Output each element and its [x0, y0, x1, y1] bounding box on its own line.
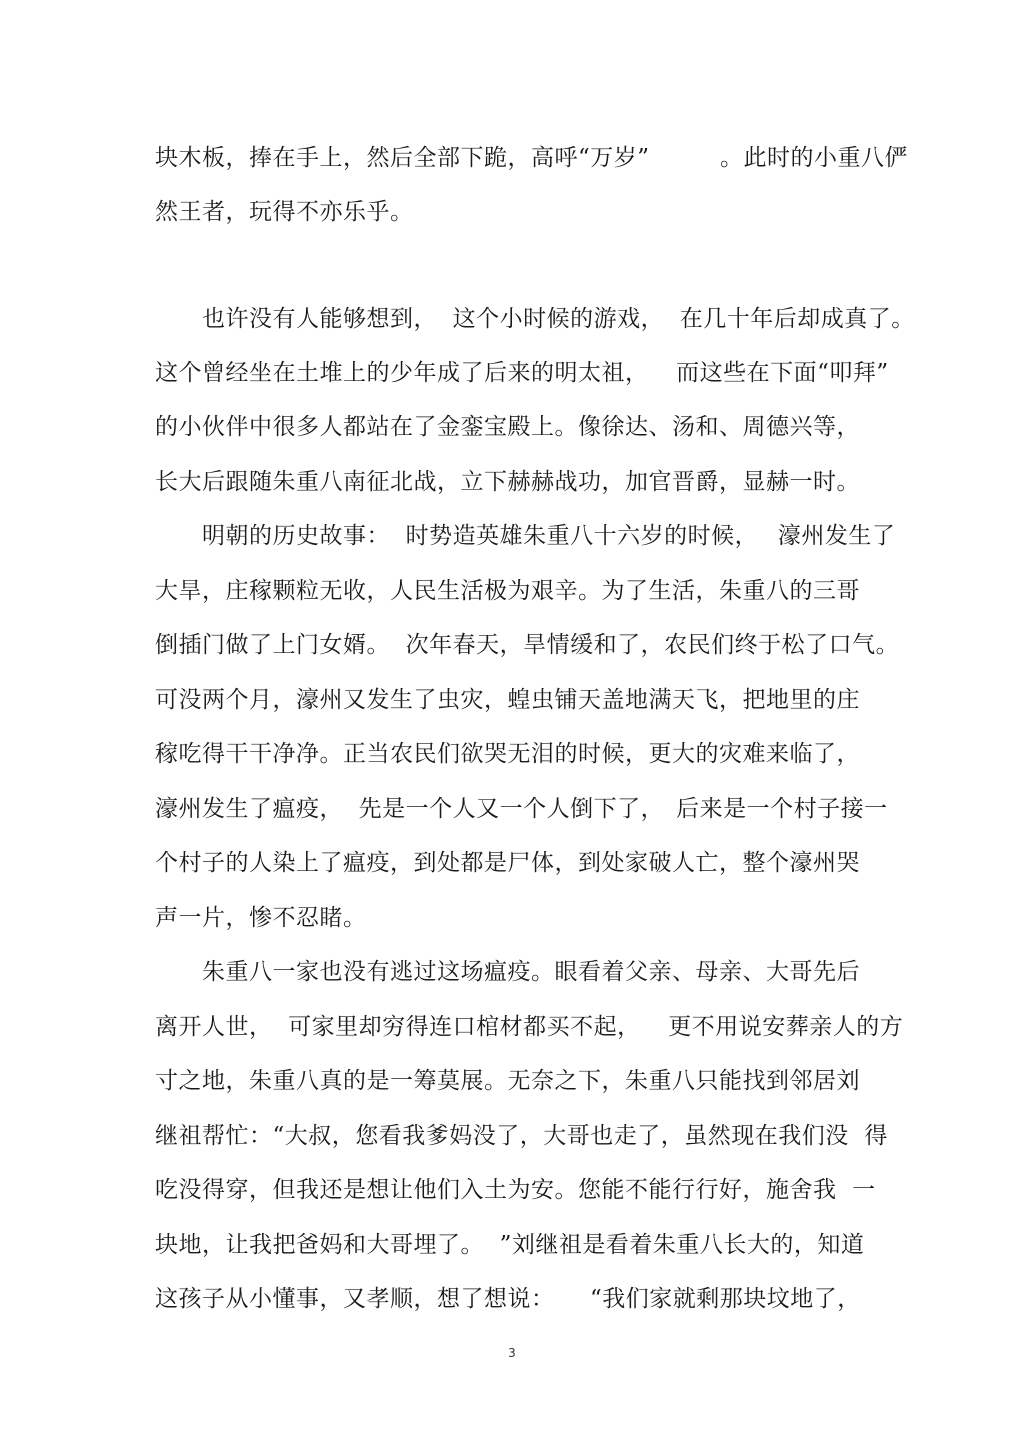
- text-line-20: 块地，让我把爸妈和大哥埋了。 ”刘继祖是看着朱重八长大的，知道: [155, 1232, 865, 1258]
- text-line-10: 可没两个月，濠州又发生了虫灾，蝗虫铺天盖地满天飞，把地里的庄: [155, 687, 860, 713]
- text-line-21: 这孩子从小懂事，又孝顺，想了想说： “我们家就剩那块坟地了，: [155, 1286, 861, 1312]
- text-line-17: 寸之地，朱重八真的是一筹莫展。无奈之下，朱重八只能找到邻居刘: [155, 1068, 860, 1094]
- text-line-14: 声一片，惨不忍睹。: [155, 905, 367, 931]
- text-line-15: 朱重八一家也没有逃过这场瘟疫。眼看着父亲、母亲、大哥先后: [155, 959, 860, 985]
- text-line-3: 也许没有人能够想到， 这个小时候的游戏， 在几十年后却成真了。: [155, 306, 915, 332]
- text-line-13: 个村子的人染上了瘟疫，到处都是尸体，到处家破人亡，整个濠州哭: [155, 850, 860, 876]
- text-line-9: 倒插门做了上门女婿。 次年春天，旱情缓和了，农民们终于松了口气。: [155, 632, 900, 658]
- page-number: 3: [508, 1346, 516, 1360]
- text-line-4: 这个曾经坐在土堆上的少年成了后来的明太祖， 而这些在下面“叩拜”: [155, 360, 889, 386]
- text-line-11: 稼吃得干干净净。正当农民们欲哭无泪的时候，更大的灾难来临了，: [155, 741, 860, 767]
- text-line-12: 濠州发生了瘟疫， 先是一个人又一个人倒下了， 后来是一个村子接一: [155, 796, 888, 822]
- text-line-2: 然王者，玩得不亦乐乎。: [155, 199, 414, 225]
- text-line-19: 吃没得穿，但我还是想让他们入土为安。您能不能行行好，施舍我 一: [155, 1177, 876, 1203]
- text-line-18: 继祖帮忙：“大叔，您看我爹妈没了，大哥也走了，虽然现在我们没 得: [155, 1123, 888, 1149]
- text-line-16: 离开人世， 可家里却穷得连口棺材都买不起， 更不用说安葬亲人的方: [155, 1014, 904, 1040]
- text-line-7: 明朝的历史故事： 时势造英雄朱重八十六岁的时候， 濠州发生了: [155, 523, 896, 549]
- text-line-5: 的小伙伴中很多人都站在了金銮宝殿上。像徐达、汤和、周德兴等，: [155, 414, 860, 440]
- text-line-1: 块木板，捧在手上，然后全部下跪，高呼“万岁” 。此时的小重八俨: [155, 145, 909, 171]
- text-line-6: 长大后跟随朱重八南征北战，立下赫赫战功，加官晋爵，显赫一时。: [155, 469, 860, 495]
- text-line-8: 大旱，庄稼颗粒无收，人民生活极为艰辛。为了生活，朱重八的三哥: [155, 578, 860, 604]
